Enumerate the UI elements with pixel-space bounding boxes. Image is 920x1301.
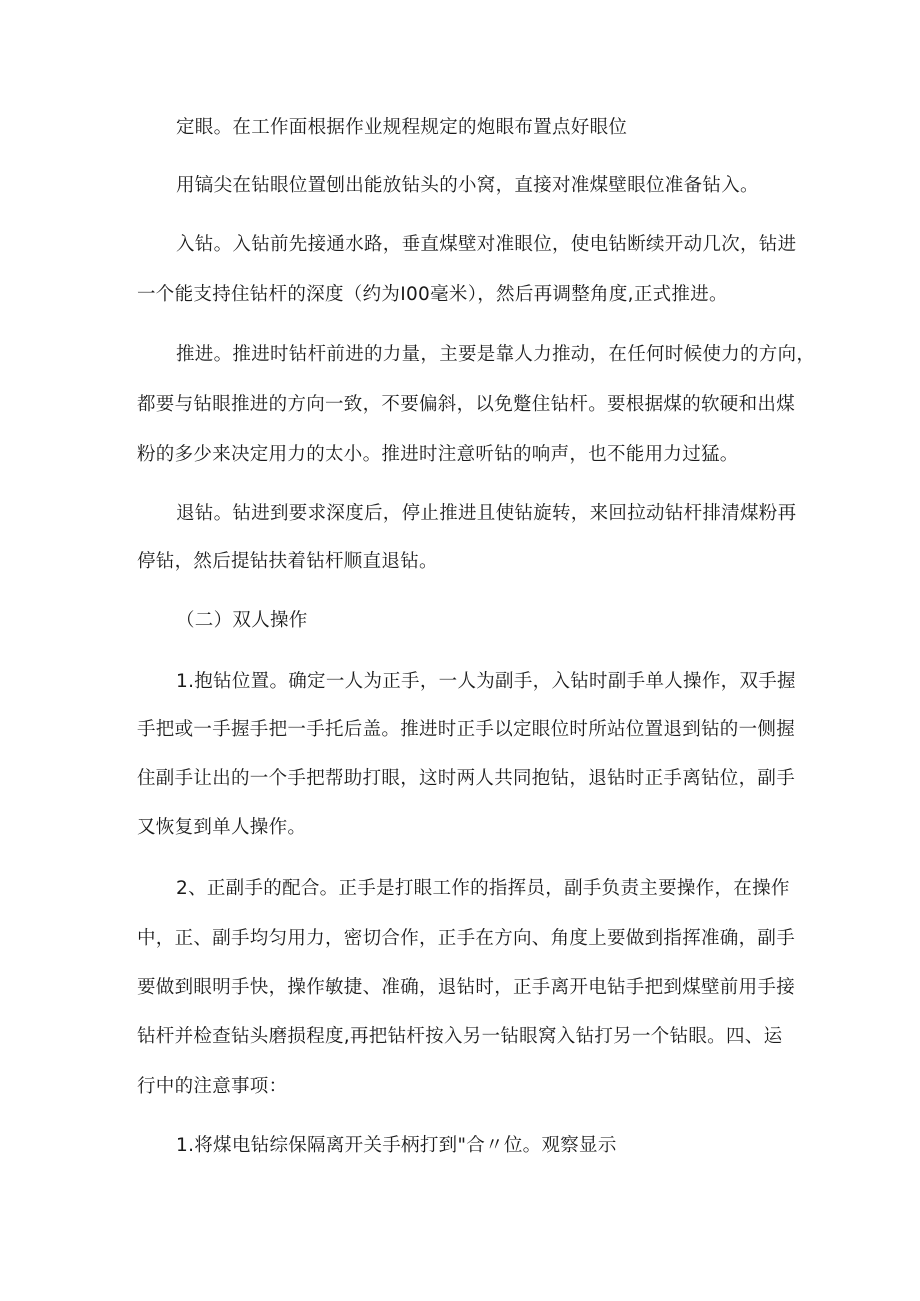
paragraph-tuizuan-line-1: 退钻。钻进到要求深度后，停止推进且使钻旋转，来回拉动钻杆排清煤粉再 — [176, 503, 797, 524]
paragraph-baozuan-line-4: 又恢复到单人操作。 — [137, 817, 307, 838]
paragraph-ruzuan-line-2: 一个能支持住钻杆的深度（约为I00毫米），然后再调整角度,正式推进。 — [137, 284, 728, 305]
paragraph-peihe-line-5: 行中的注意事项： — [137, 1076, 288, 1097]
paragraph-baozuan-line-1: 1.抱钻位置。确定一人为正手，一人为副手，入钻时副手单人操作，双手握 — [176, 671, 796, 692]
paragraph-tuijin-line-3: 粉的多少来决定用力的太小。推进时注意听钻的响声，也不能用力过猛。 — [137, 444, 739, 465]
paragraph-tuijin-line-2: 都要与钻眼推进的方向一致，不要偏斜，以免蹩住钻杆。要根据煤的软硬和出煤 — [137, 394, 796, 415]
paragraph-gaojian-line-1: 用镐尖在钻眼位置刨出能放钻头的小窝，直接对准煤壁眼位准备钻入。 — [176, 175, 759, 196]
paragraph-zhuyi-1-line-1: 1.将煤电钻综保隔离开关手柄打到"合〃位。观察显示 — [176, 1135, 617, 1156]
paragraph-peihe-line-3: 要做到眼明手快，操作敏捷、准确，退钻时，正手离开电钻手把到煤壁前用手接 — [137, 977, 796, 998]
paragraph-peihe-line-2: 中，正、副手均匀用力，密切合作，正手在方向、角度上要做到指挥准确，副手 — [137, 928, 796, 949]
paragraph-peihe-line-4: 钻杆并检查钻头磨损程度,再把钻杆按入另一钻眼窝入钻打另一个钻眼。四、运 — [137, 1026, 783, 1047]
paragraph-ruzuan-line-1: 入钻。入钻前先接通水路，垂直煤壁对准眼位，使电钻断续开动几次，钻进 — [176, 234, 797, 255]
paragraph-tuijin-line-1: 推进。推进时钻杆前进的力量，主要是靠人力推动，在任何时候使力的方向， — [176, 344, 816, 365]
paragraph-baozuan-line-3: 住副手让出的一个手把帮助打眼，这时两人共同抱钻，退钻时正手离钻位，副手 — [137, 768, 796, 789]
paragraph-peihe-line-1: 2、正副手的配合。正手是打眼工作的指挥员，副手负责主要操作，在操作 — [176, 878, 790, 899]
paragraph-dingyan-line-1: 定眼。在工作面根据作业规程规定的炮眼布置点好眼位 — [176, 117, 628, 138]
paragraph-baozuan-line-2: 手把或一手握手把一手托后盖。推进时正手以定眼位时所站位置退到钻的一侧握 — [137, 719, 796, 740]
paragraph-tuizuan-line-2: 停钻，然后提钻扶着钻杆顺直退钻。 — [137, 551, 438, 572]
section-heading-shuangren: （二）双人操作 — [176, 610, 308, 631]
